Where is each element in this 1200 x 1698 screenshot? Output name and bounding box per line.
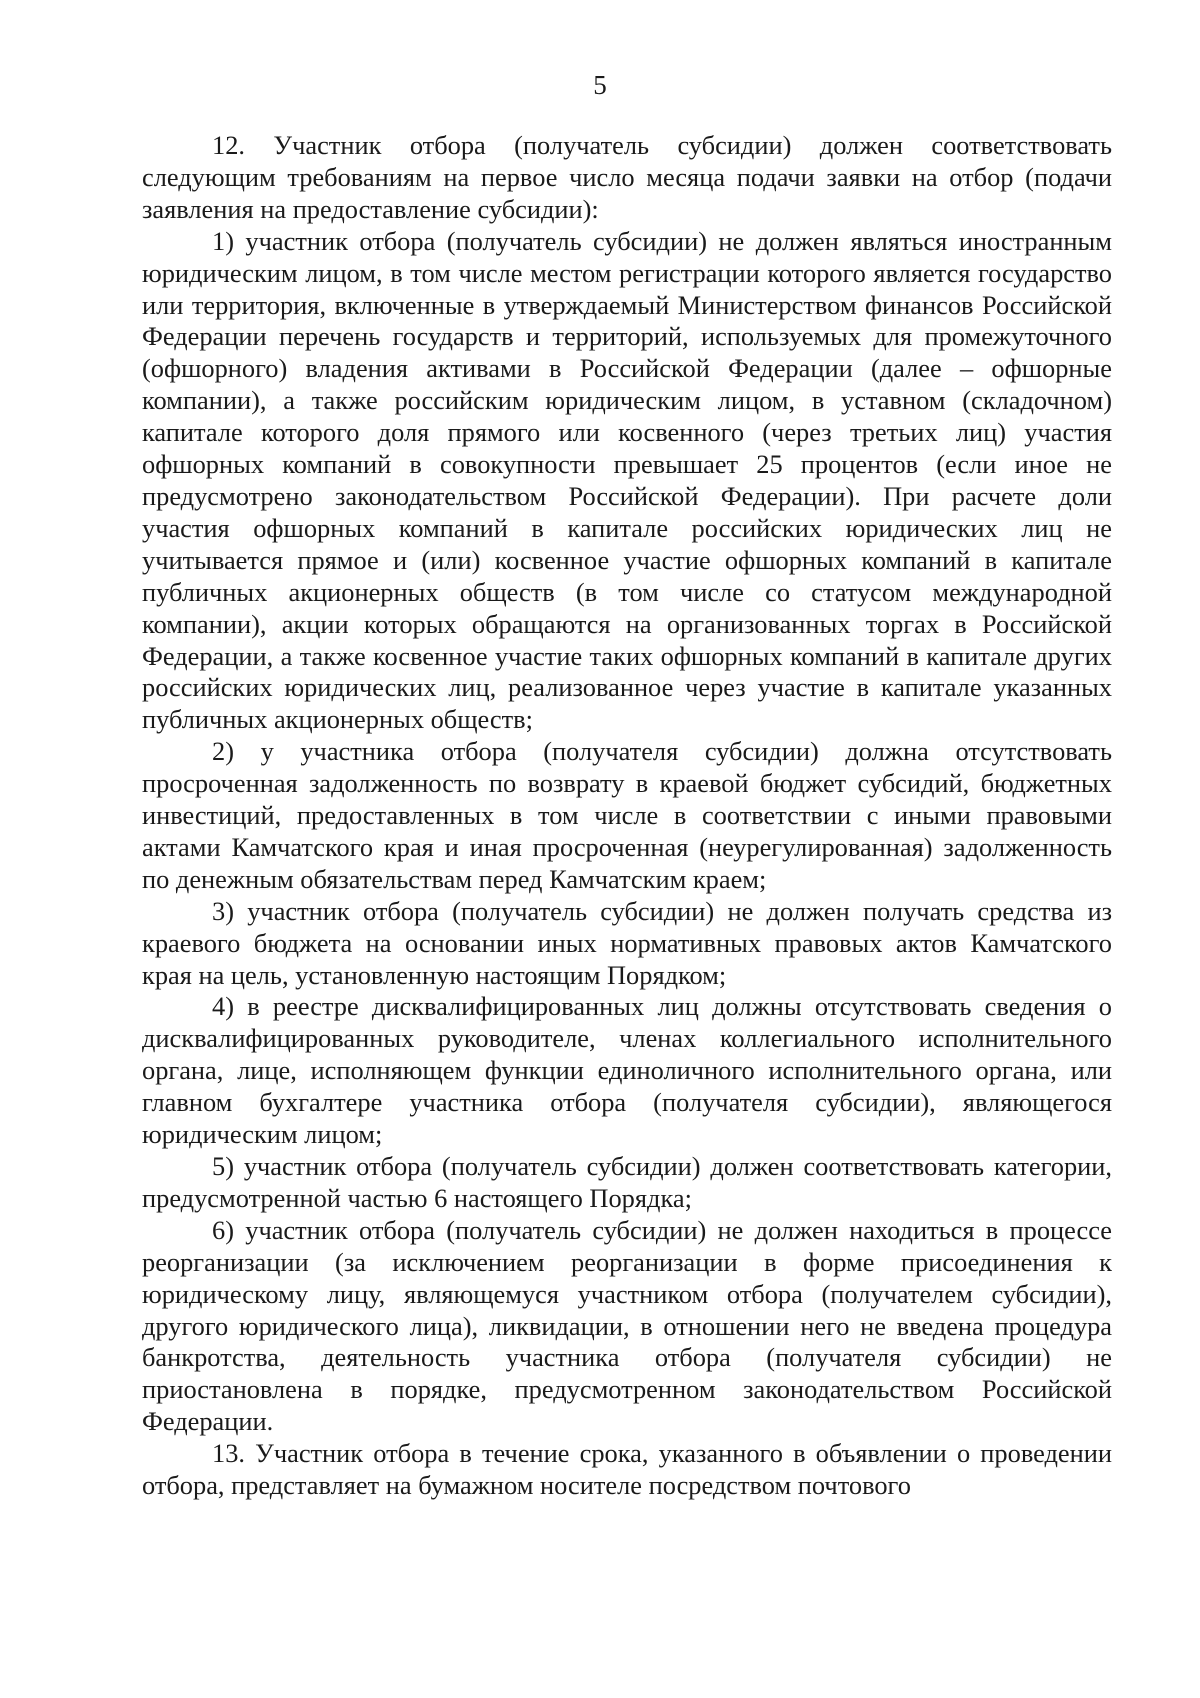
paragraph-12-item-5: 5) участник отбора (получатель субсидии) должен соответствовать категории, предусмотренной частью 6 настоящего Порядка;: [142, 1151, 1112, 1213]
paragraph-12-item-3: 3) участник отбора (получатель субсидии) не должен получать средства из краевого бюджета на основании иных нормативных правовых актов Камчатского края на цель, установленную настоящим Порядком;: [142, 895, 1112, 990]
paragraph-12-item-1: 1) участник отбора (получатель субсидии) не должен являться иностранным юридическим лицом, в том числе местом регистрации которого является государство или территория, включенные в утверждаемый Министерством финансов Российской Федерации перечень государств и территорий, используемых для промежуточного (офшорного) владения активами в Российской Федерации (далее – офшорные компании), а также российским юридическим лицом, в уставном (складочном) капитале которого доля прямого или косвенного (через третьих лиц) участия офшорных компаний в совокупности превышает 25 процентов (если иное не предусмотрено законодательством Российской Федерации). При расчете доли участия офшорных компаний в капитале российских юридических лиц не учитывается прямое и (или) косвенное участие офшорных компаний в капитале публичных акционерных обществ (в том числе со статусом международной компании), акции которых обращаются на организованных торгах в Российской Федерации, а также косвенное участие таких офшорных компаний в капитале других российских юридических лиц, реализованное через участие в капитале указанных публичных акционерных обществ;: [142, 225, 1112, 735]
page-number: 5: [593, 70, 607, 100]
paragraph-12-item-2: 2) у участника отбора (получателя субсидии) должна отсутствовать просроченная задолженность по возврату в краевой бюджет субсидий, бюджетных инвестиций, предоставленных в том числе в соответствии с иными правовыми актами Камчатского края и иная просроченная (неурегулированная) задолженность по денежным обязательствам перед Камчатским краем;: [142, 736, 1112, 894]
document-body: [142, 130, 1112, 1502]
paragraph-12: 12. Участник отбора (получатель субсидии) должен соответствовать следующим требованиям на первое число месяца подачи заявки на отбор (подачи заявления на предоставление субсидии):: [142, 130, 1112, 224]
paragraph-12-item-6: 6) участник отбора (получатель субсидии) не должен находиться в процессе реорганизации (за исключением реорганизации в форме присоединения к юридическому лицу, являющемуся участником отбора (получателем субсидии), другого юридического лица), ликвидации, в отношении него не введена процедура банкротства, деятельность участника отбора (получателя субсидии) не приостановлена в порядке, предусмотренном законодательством Российской Федерации.: [142, 1214, 1112, 1437]
paragraph-12-item-4: 4) в реестре дисквалифицированных лиц должны отсутствовать сведения о дисквалифицированных руководителе, членах коллегиального исполнительного органа, лице, исполняющем функции единоличного исполнительного органа, или главном бухгалтере участника отбора (получателя субсидии), являющегося юридическим лицом;: [142, 991, 1112, 1150]
paragraph-13: 13. Участник отбора в течение срока, указанного в объявлении о проведении отбора, представляет на бумажном носителе посредством почтового: [142, 1438, 1112, 1501]
